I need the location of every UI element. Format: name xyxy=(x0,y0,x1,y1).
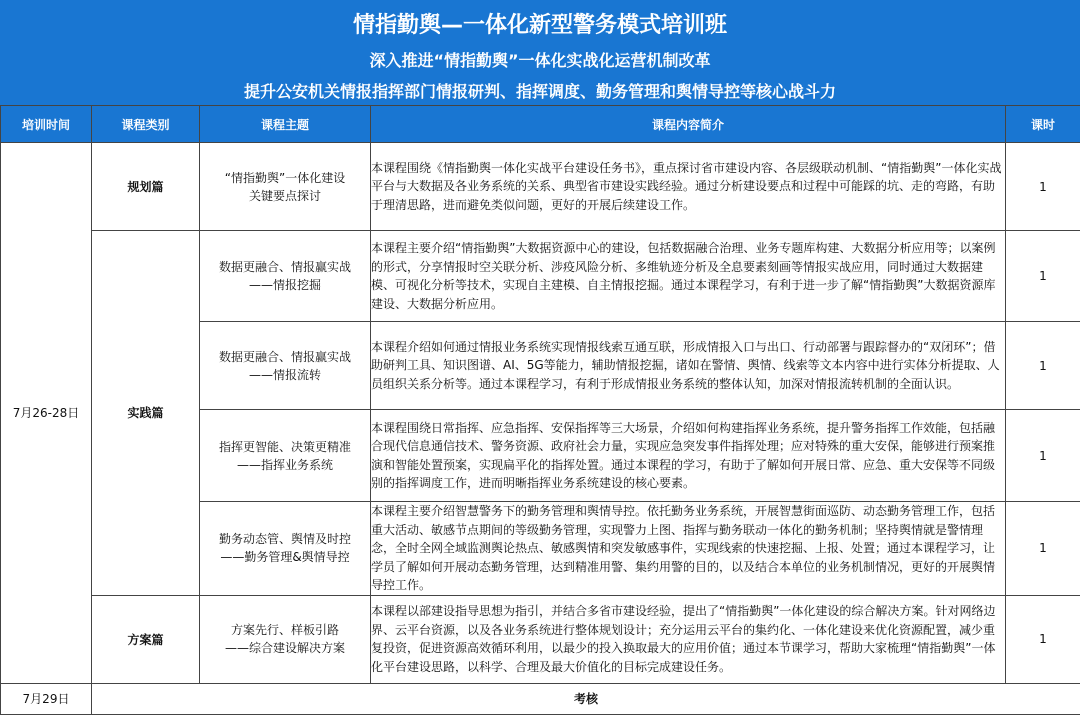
table-row xyxy=(1,143,1080,231)
topic-cell xyxy=(200,143,371,231)
schedule-table xyxy=(0,105,1080,715)
hours-cell: 1 xyxy=(1006,502,1080,596)
description-text: 本课程主要介绍“情指勤舆”大数据资源中心的建设，包括数据融合治理、业务专题库构建、大数据分析应用等；以案例的形式，分享情报时空关联分析、涉疫风险分析、多维轨迹分析及全息要素刻画等情报实战应用，同时通过大数据建模、可视化分析等技术，实现自主建模、自主情报挖掘。通过本课程学习，有利于进一步了解“情指勤舆”大数据资源库建设、大数据分析应用。 xyxy=(371,241,996,311)
date-cell: 7月26-28日 xyxy=(1,143,92,684)
page-subtitle-1: 深入推进“情指勤舆”一体化实战化运营机制改革 xyxy=(369,51,711,70)
topic-cell xyxy=(200,410,371,502)
description-cell xyxy=(371,231,1006,322)
col-header-topic: 课程主题 xyxy=(200,106,371,143)
description-text: 本课程介绍如何通过情报业务系统实现情报线索互通互联，形成情报入口与出口、行动部署与跟踪督办的“双闭环”；借助研判工具、知识图谱、AI、5G等能力，辅助情报挖掘，诸如在警情、舆情、线索等文本内容中进行实体分析提取、人员组织关系分析等。通过本课程学习，有利于形成情报业务系统的整体认知，加深对情报流转机制的全面认识。 xyxy=(371,339,1000,391)
description-cell xyxy=(371,502,1006,596)
category-cell-plan: 规划篇 xyxy=(92,143,200,231)
description-text: 本课程围绕日常指挥、应急指挥、安保指挥等三大场景，介绍如何构建指挥业务系统，提升警务指挥工作效能，包括融合现代信息通信技术、警务资源、政府社会力量，实现应急突发事件指挥处理；应对特殊的重大安保，能够进行预案推演和智能处置预案，实现扁平化的指挥处置。通过本课程的学习，有助于了解如何开展日常、应急、重大安保等不同级别的指挥调度工作，进而明晰指挥业务系统建设的核心要素。 xyxy=(371,420,996,490)
table-row xyxy=(1,231,1080,322)
topic-line-1: 方案先行、样板引路 xyxy=(230,623,339,637)
hours-cell: 1 xyxy=(1006,231,1080,322)
topic-line-1: 数据更融合、情报赢实战 xyxy=(218,349,351,364)
category-cell-practice: 实践篇 xyxy=(92,231,200,596)
header-banner xyxy=(0,0,1080,105)
topic-line-2: ——指挥业务系统 xyxy=(236,457,333,472)
topic-line-1: 数据更融合、情报赢实战 xyxy=(218,260,351,274)
col-header-hours: 课时 xyxy=(1006,106,1080,143)
topic-line-2: ——情报流转 xyxy=(248,367,321,382)
hours-cell: 1 xyxy=(1006,143,1080,231)
category-cell-solution: 方案篇 xyxy=(92,595,200,683)
hours-cell: 1 xyxy=(1006,322,1080,410)
table-row xyxy=(1,595,1080,683)
topic-line-2: ——综合建设解决方案 xyxy=(224,641,345,655)
table-header-row xyxy=(1,106,1080,143)
description-text: 本课程以部建设指导思想为指引，并结合多省市建设经验，提出了“情指勤舆”一体化建设的综合解决方案。针对网络边界、云平台资源，以及各业务系统进行整体规划设计；充分运用云平台的集约化、一体化建设来优化资源配置，减少重复投资，促进资源高效循环利用，以最少的投入换取最大的应用价值；通过本节课学习，帮助大家梳理“情指勤舆”一体化平台建设思路，以科学、合理及最大价值化的目标完成建设任务。 xyxy=(371,604,996,674)
col-header-time: 培训时间 xyxy=(1,106,92,143)
topic-line-2: 关键要点探讨 xyxy=(248,188,321,203)
description-cell xyxy=(371,143,1006,231)
topic-line-2: ——情报挖掘 xyxy=(248,278,321,292)
hours-cell: 1 xyxy=(1006,410,1080,502)
page-title: 情指勤舆—一体化新型警务模式培训班 xyxy=(352,13,727,38)
exam-label-cell: 考核 xyxy=(92,683,1080,714)
description-cell xyxy=(371,322,1006,410)
description-text: 本课程围绕《情指勤舆一体化实战平台建设任务书》，重点探讨省市建设内容、各层级联动机制、“情指勤舆”一体化实战平台与大数据及各业务系统的关系、典型省市建设实践经验。通过分析建设要点和过程中可能踩的坑、走的弯路，有助于理清思路，进而避免类似问题，更好的开展后续建设工作。 xyxy=(371,160,1002,212)
topic-cell xyxy=(200,595,371,683)
col-header-category: 课程类别 xyxy=(92,106,200,143)
description-cell xyxy=(371,410,1006,502)
description-cell xyxy=(371,595,1006,683)
description-text: 本课程主要介绍智慧警务下的勤务管理和舆情导控。依托勤务业务系统，开展智慧街面巡防、动态勤务管理工作，包括重大活动、敏感节点期间的等级勤务管理，实现警力上图、指挥与勤务联动一体化的勤务机制；坚持舆情就是警情理念，全时全网全域监测舆论热点、敏感舆情和突发敏感事件，实现线索的快速挖掘、上报、处置；通过本课程学习，让学员了解如何开展动态勤务管理，达到精准用警、集约用警的目的，以及结合本单位的业务机制情况，更好的开展舆情导控工作。 xyxy=(371,504,996,592)
topic-cell xyxy=(200,502,371,596)
topic-line-2: ——勤务管理&舆情导控 xyxy=(220,550,350,565)
col-header-description: 课程内容简介 xyxy=(371,106,1006,143)
hours-cell: 1 xyxy=(1006,595,1080,683)
topic-line-1: “情指勤舆”一体化建设 xyxy=(224,170,346,185)
exam-row xyxy=(1,683,1080,714)
exam-date-cell: 7月29日 xyxy=(1,683,92,714)
topic-cell xyxy=(200,231,371,322)
page-subtitle-2: 提升公安机关情报指挥部门情报研判、指挥调度、勤务管理和舆情导控等核心战斗力 xyxy=(243,82,836,101)
topic-cell xyxy=(200,322,371,410)
topic-line-1: 勤务动态管、舆情及时控 xyxy=(218,532,351,547)
topic-line-1: 指挥更智能、决策更精准 xyxy=(218,439,351,454)
